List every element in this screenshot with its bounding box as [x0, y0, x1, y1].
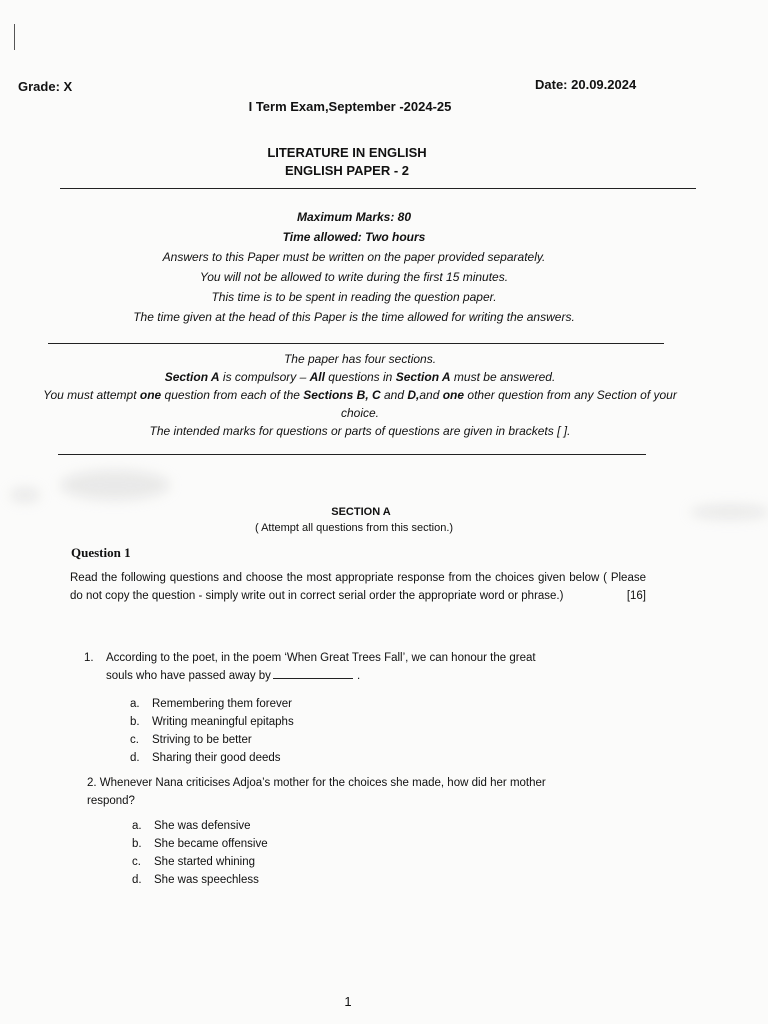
item-text-continued: respond?: [87, 795, 135, 807]
question-1-marks: [16]: [626, 590, 646, 602]
question-item: [87, 774, 653, 810]
divider: [60, 188, 696, 189]
page-number: 1: [344, 994, 352, 1009]
marks-note: The intended marks for questions or parts of questions are given in brackets [ ].: [149, 424, 571, 438]
date-label: Date: 20.09.2024: [535, 77, 637, 92]
section-choice-rule: You must attempt one question from each of the Sections B, C and D,and one other question from any Section of your choice.: [43, 388, 677, 420]
options-list: [130, 695, 294, 767]
scan-smudge: [60, 470, 170, 500]
option-item: a. She was defensive: [132, 820, 251, 832]
time-allowed: Time allowed: Two hours: [282, 230, 426, 244]
options-list: [132, 817, 268, 889]
item-number: 1.: [84, 652, 94, 664]
scan-mark: [14, 24, 15, 50]
grade-label: Grade: X: [18, 79, 73, 94]
paper-title: ENGLISH PAPER - 2: [284, 163, 409, 178]
item-text: According to the poet, in the poem ‘When Great Trees Fall’, we can honour the great: [106, 652, 536, 664]
instructions-block: [0, 207, 708, 327]
instruction-line: This time is to be spent in reading the question paper.: [211, 290, 497, 304]
option-item: b. Writing meaningful epitaphs: [130, 716, 294, 728]
instruction-line: You will not be allowed to write during the first 15 minutes.: [199, 270, 509, 284]
sections-count: The paper has four sections.: [283, 352, 437, 366]
scan-smudge: [10, 488, 40, 502]
question-1-title: Question 1: [71, 545, 131, 560]
option-item: d. She was speechless: [132, 874, 259, 886]
question-item: [84, 649, 648, 685]
section-a-title: SECTION A: [331, 506, 391, 518]
item-text-continued: souls who have passed away by .: [84, 667, 648, 685]
option-item: d. Sharing their good deeds: [130, 752, 281, 764]
option-item: c. Striving to be better: [130, 734, 252, 746]
subject-title: LITERATURE IN ENGLISH: [267, 145, 427, 160]
answer-blank: [273, 667, 353, 679]
divider: [48, 343, 664, 344]
divider: [58, 454, 646, 455]
option-item: a. Remembering them forever: [130, 698, 292, 710]
instruction-line: The time given at the head of this Paper is the time allowed for writing the answers.: [133, 310, 575, 324]
max-marks: Maximum Marks: 80: [296, 210, 412, 224]
option-item: c. She started whining: [132, 856, 256, 868]
section-a-subtitle: ( Attempt all questions from this section.): [254, 522, 454, 534]
sections-info: [40, 350, 680, 440]
instruction-line: Answers to this Paper must be written on the paper provided separately.: [162, 250, 546, 264]
item-text: 2. Whenever Nana criticises Adjoa’s mother for the choices she made, how did her mother: [87, 777, 546, 789]
question-1-instruction: Read the following questions and choose the most appropriate response from the choices given below ( Please do not copy the question - simply write out in correct serial order the appropriate word or phrase.) [16]: [70, 569, 646, 605]
exam-term-title: I Term Exam,September -2024-25: [248, 99, 452, 114]
option-item: b. She became offensive: [132, 838, 268, 850]
section-a-compulsory: Section A is compulsory – All questions in Section A must be answered.: [164, 370, 556, 384]
